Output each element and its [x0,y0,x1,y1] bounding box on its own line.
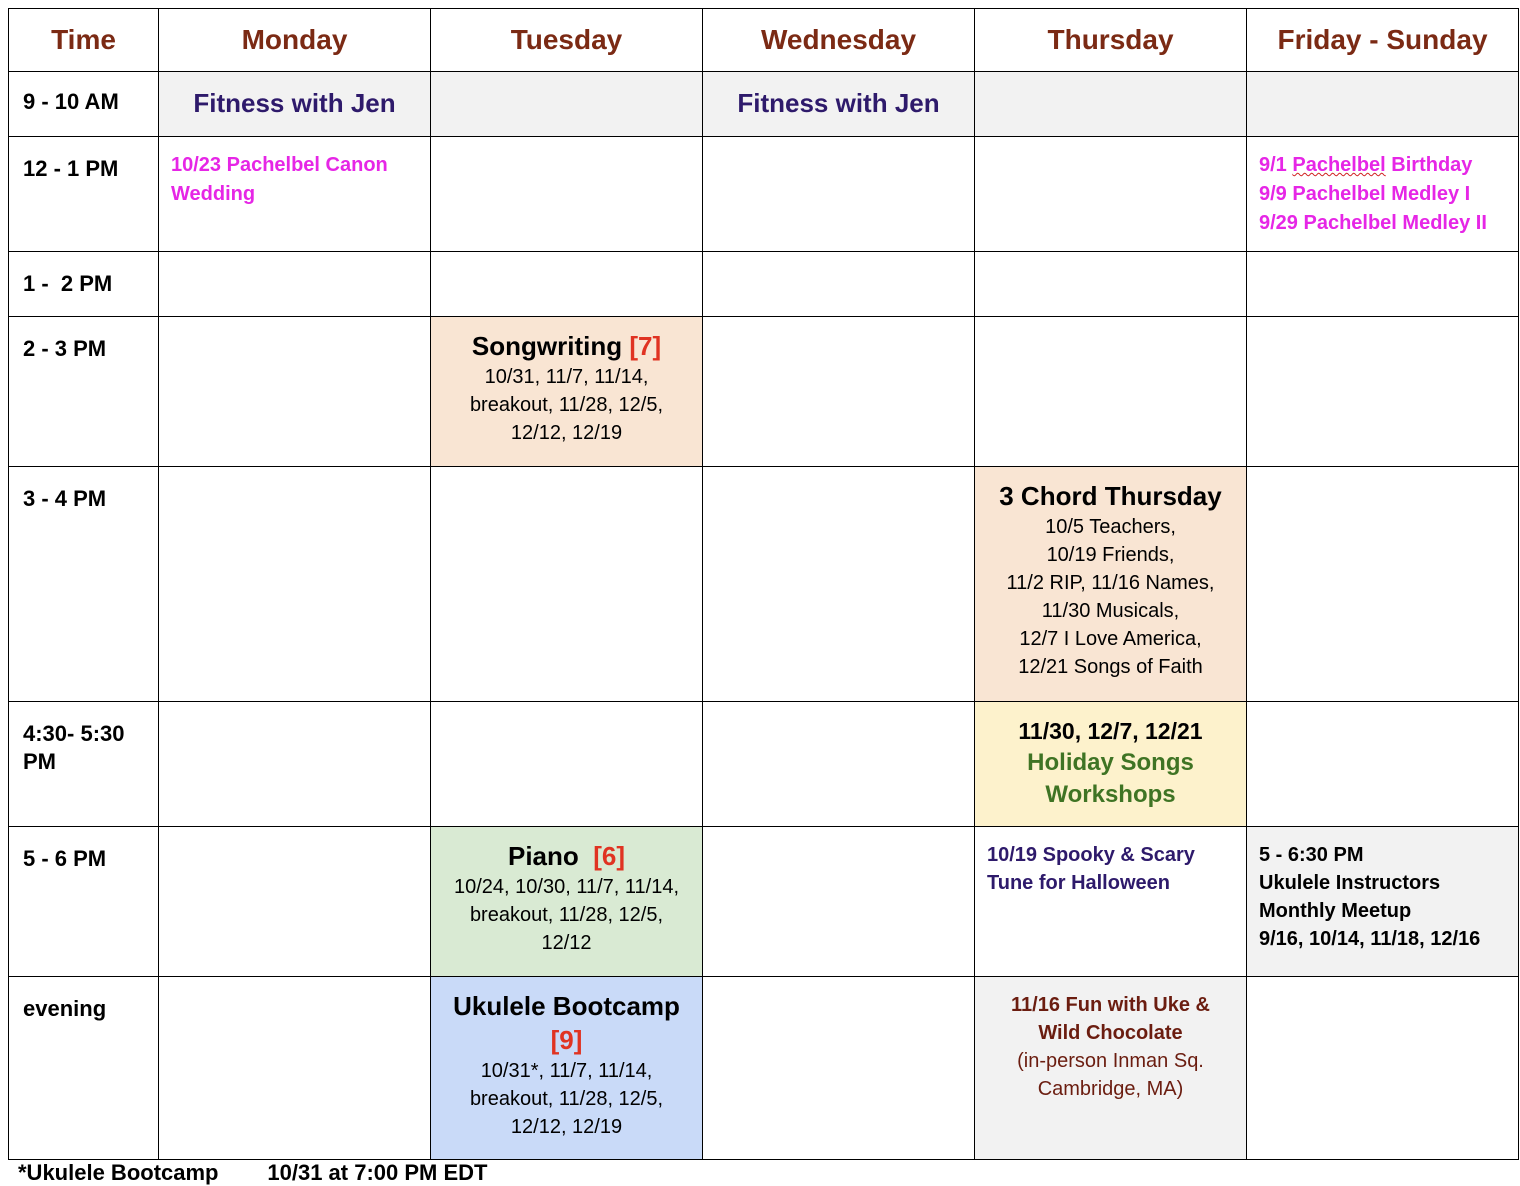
pachelbel-canon-event [159,137,431,252]
empty-cell [159,977,431,1160]
empty-cell [703,137,975,252]
session-count: [9] [550,1025,583,1055]
session-count: [7] [629,331,662,361]
event-title: 11/16 Fun with Uke & [1011,994,1210,1016]
event-dates: 12/7 I Love America, [1019,628,1202,650]
event-title: Workshops [1045,781,1176,808]
empty-cell [431,137,703,252]
title-text: Songwriting [471,331,623,361]
fitness-wednesday: Fitness with Jen [703,72,975,137]
holiday-songs-event [975,702,1247,827]
three-chord-thursday-event [975,467,1247,702]
time-label: 12 - 1 PM [9,137,159,252]
empty-cell [703,702,975,827]
empty-cell [703,827,975,977]
empty-cell [431,702,703,827]
event-dates: 12/12, 12/19 [510,1116,623,1138]
empty-cell [703,977,975,1160]
empty-cell [1247,977,1519,1160]
time-label: 1 - 2 PM [9,252,159,317]
event-title: Wild Chocolate [1038,1022,1183,1044]
event-line: Monthly Meetup [1259,900,1412,922]
session-count: [6] [593,841,626,871]
spooky-halloween-event [975,827,1247,977]
event-dates: breakout, 11/28, 12/5, [469,1088,664,1110]
empty-cell [1247,252,1519,317]
event-dates: 11/2 RIP, 11/16 Names, [1006,572,1215,594]
empty-cell [159,252,431,317]
row-1-2pm [9,252,1519,317]
empty-cell [1247,702,1519,827]
event-dates: 11/30, 12/7, 12/21 [1018,718,1203,744]
event-title: Ukulele Bootcamp [453,991,680,1021]
event-line: 9/9 Pachelbel Medley I [1259,183,1471,205]
empty-cell [431,72,703,137]
time-label: 5 - 6 PM [9,827,159,977]
header-tuesday: Tuesday [431,9,703,72]
ukulele-bootcamp-event [431,977,703,1160]
event-title: Holiday Songs [1027,749,1194,776]
header-friday-sunday: Friday - Sunday [1247,9,1519,72]
event-line: 10/19 Spooky & Scary [987,844,1195,866]
empty-cell [159,702,431,827]
time-label: 2 - 3 PM [9,317,159,467]
header-time: Time [9,9,159,72]
empty-cell [703,252,975,317]
songwriting-event [431,317,703,467]
empty-cell [431,252,703,317]
row-evening [9,977,1519,1160]
empty-cell [975,72,1247,137]
event-text: Birthday [1385,154,1473,176]
event-line: Tune for Halloween [987,872,1170,894]
event-dates: 12/12, 12/19 [510,422,623,444]
spellcheck-word: Pachelbel [1292,154,1386,176]
empty-cell [703,467,975,702]
empty-cell [1247,467,1519,702]
instructors-meetup-event [1247,827,1519,977]
row-9-10am [9,72,1519,137]
time-label: evening [9,977,159,1160]
header-row [9,9,1519,72]
event-line: 5 - 6:30 PM [1259,844,1364,866]
event-dates: 12/21 Songs of Faith [1018,656,1203,678]
empty-cell [159,827,431,977]
event-dates: 10/19 Friends, [1046,544,1175,566]
event-dates: 10/24, 10/30, 11/7, 11/14, [454,876,679,898]
time-label: 9 - 10 AM [9,72,159,137]
empty-cell [975,252,1247,317]
piano-event [431,827,703,977]
fitness-monday: Fitness with Jen [159,72,431,137]
event-title [431,827,702,873]
header-monday: Monday [159,9,431,72]
empty-cell [1247,317,1519,467]
empty-cell [159,317,431,467]
event-location: Cambridge, MA) [1037,1078,1184,1100]
empty-cell [975,317,1247,467]
row-3-4pm [9,467,1519,702]
row-2-3pm [9,317,1519,467]
empty-cell [703,317,975,467]
event-line: 9/16, 10/14, 11/18, 12/16 [1259,928,1481,950]
event-dates: breakout, 11/28, 12/5, [469,904,664,926]
time-label: 3 - 4 PM [9,467,159,702]
schedule-table [8,8,1519,1160]
empty-cell [975,137,1247,252]
fun-with-uke-event [975,977,1247,1160]
event-dates: 10/31, 11/7, 11/14, [484,366,649,388]
empty-cell [1247,72,1519,137]
title-text: Piano [507,841,579,871]
event-dates: 12/12 [541,932,592,954]
event-dates: 11/30 Musicals, [1041,600,1180,622]
event-title [431,317,702,363]
empty-cell [159,467,431,702]
empty-cell [431,467,703,702]
event-line: 10/23 Pachelbel Canon [171,154,388,176]
row-5-6pm [9,827,1519,977]
event-dates: 10/31*, 11/7, 11/14, [480,1060,653,1082]
event-text: 9/1 [1259,154,1293,176]
event-dates: breakout, 11/28, 12/5, [469,394,664,416]
header-wednesday: Wednesday [703,9,975,72]
event-line: Ukulele Instructors [1259,872,1441,894]
event-line [1259,151,1518,180]
time-label: 4:30- 5:30 PM [9,702,159,827]
footnote: *Ukulele Bootcamp 10/31 at 7:00 PM EDT [18,1160,488,1185]
event-line: Wedding [171,183,256,205]
event-dates: 10/5 Teachers, [1045,516,1176,538]
pachelbel-weekend-events [1247,137,1519,252]
row-12-1pm [9,137,1519,252]
header-thursday: Thursday [975,9,1247,72]
event-title: 3 Chord Thursday [999,481,1222,511]
row-430-530pm [9,702,1519,827]
event-location: (in-person Inman Sq. [1017,1050,1204,1072]
event-line: 9/29 Pachelbel Medley II [1259,212,1487,234]
